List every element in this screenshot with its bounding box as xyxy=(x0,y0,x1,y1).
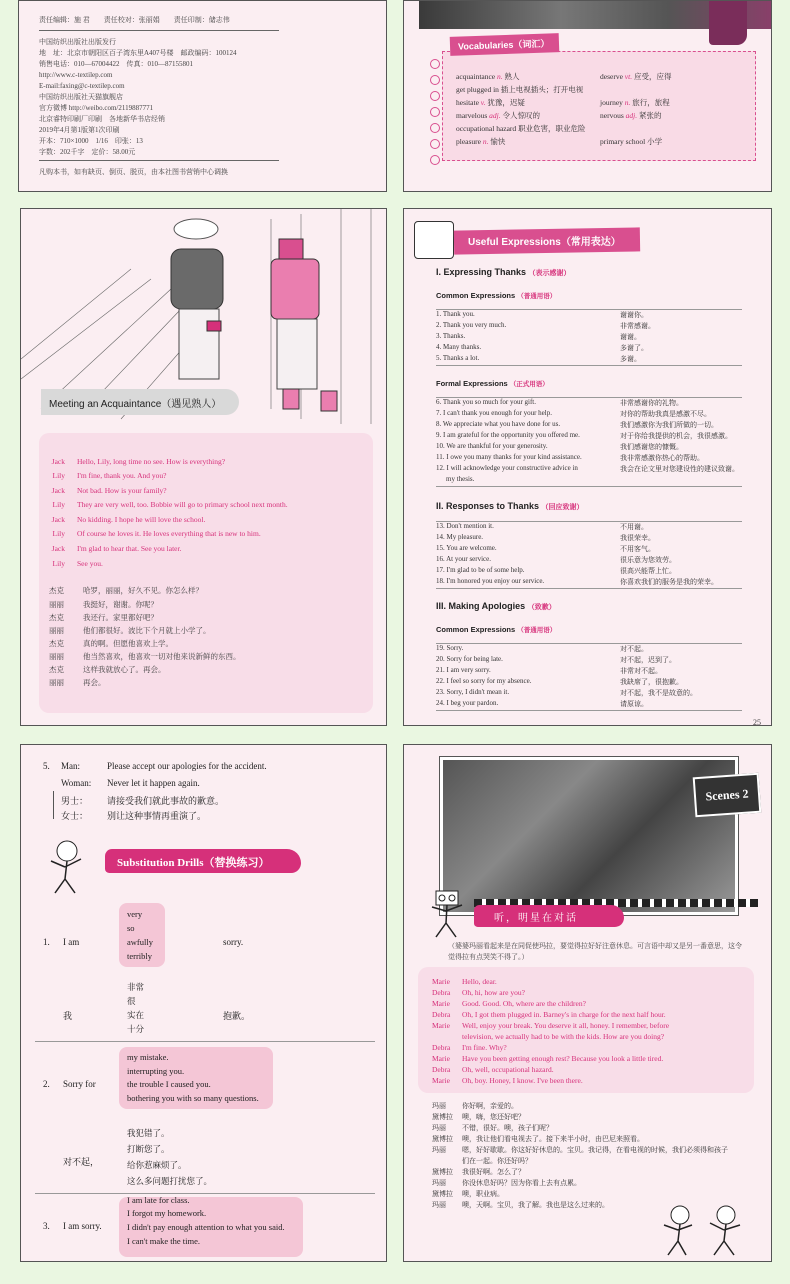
vocab-item: journey n. 旅行，旅程 xyxy=(600,98,670,107)
list-item: 15. You are welcome. 不用客气。 xyxy=(436,544,655,553)
useful-expressions-page xyxy=(403,208,772,726)
drill-option: 非常 xyxy=(127,982,145,992)
drill-option: the trouble I caused you. xyxy=(127,1079,211,1089)
drill-lead: 对不起， xyxy=(63,1157,100,1167)
boombox-cartoon-icon xyxy=(422,887,474,941)
website: http://www.c-textilep.com xyxy=(39,71,113,79)
list-item: 9. I am grateful for the opportunity you offered me. 对于你给我提供的机会，我很感激。 xyxy=(436,431,732,440)
vocab-item: acquaintance n. 熟人 xyxy=(456,72,520,81)
dialogue-text: 请接受我们就此事故的歉意。 xyxy=(107,796,225,806)
drill-lead: I am sorry. xyxy=(63,1221,102,1231)
spiral-ring-icon xyxy=(430,91,440,101)
printer: 北京睿特印刷厂印刷 各地新华书店经销 xyxy=(39,115,165,123)
scene-intro: （婆婆玛丽看起来是在同促使玛拉，要觉得拉好好注意休息。可言语中却又是另一番意思，这令觉得拉有点哭笑不得了。） xyxy=(448,942,742,961)
list-item: 1. Thank you. 谢谢你。 xyxy=(436,310,648,319)
list-item: 23. Sorry, I didn't mean it. 对不起，我不是故意的。 xyxy=(436,688,697,697)
notice: 凡购本书，如有缺页、倒页、脱页，由本社图书营销中心调换 xyxy=(39,168,228,176)
phone: 销售电话：010—67004422 传真：010—87155801 xyxy=(39,60,193,68)
dialogue-text: Never let it happen again. xyxy=(107,778,200,788)
publisher: 中国纺织出版社出版发行 xyxy=(39,38,116,46)
list-item: 18. I'm honored you enjoy our service. 你喜欢我们的服务是我的荣幸。 xyxy=(436,577,718,586)
words-price: 字数：202千字 定价：58.00元 xyxy=(39,148,136,156)
branch: 中国纺织出版社天猫旗舰店 xyxy=(39,93,123,101)
cartoon-head-icon xyxy=(414,221,454,259)
list-item: 4. Many thanks. 多谢了。 xyxy=(436,343,648,352)
vocab-item: nervous adj. 紧张的 xyxy=(600,111,662,120)
colophon-page xyxy=(18,0,387,192)
listen-title: 听，明星在对话 xyxy=(494,913,578,924)
item-number: 1. xyxy=(43,937,50,947)
list-item: 11. I owe you many thanks for your kind assistance. 我非常感激你热心的帮助。 xyxy=(436,453,704,462)
drill-option: awfully xyxy=(127,937,153,947)
list-item: 5. Thanks a lot. 多谢。 xyxy=(436,354,641,363)
email: E-mail:faxing@c-textilep.com xyxy=(39,82,125,90)
vocab-item: pleasure n. 愉快 xyxy=(456,137,506,146)
vocabulary-page xyxy=(403,0,772,192)
expression-list xyxy=(436,521,742,589)
speaker-label: Woman: xyxy=(61,778,92,788)
drill-option: interrupting you. xyxy=(127,1066,185,1076)
subsection-heading: Common Expressions （普通用语） xyxy=(436,291,557,300)
list-item: 19. Sorry. 对不起。 xyxy=(436,644,648,653)
drill-option: very xyxy=(127,909,143,919)
vocab-item: hesitate v. 犹豫，迟疑 xyxy=(456,98,525,107)
subsection-heading: Common Expressions （普通用语） xyxy=(436,625,557,634)
drill-lead: I am xyxy=(63,937,80,947)
drills-title: Substitution Drills（替换练习） xyxy=(117,857,270,869)
drill-option: bothering you with so many questions. xyxy=(127,1093,259,1103)
spiral-ring-icon xyxy=(430,107,440,117)
item-number: 3. xyxy=(43,1221,50,1231)
drill-option: 打断您了。 xyxy=(127,1144,170,1154)
list-item: 7. I can't thank you enough for your help. 对你的帮助我真是感激不尽。 xyxy=(436,409,711,418)
cartoon-figures-icon xyxy=(654,1203,754,1259)
list-item: 21. I am very sorry. 非常对不起。 xyxy=(436,666,662,675)
vocab-item: primary school 小学 xyxy=(600,137,663,146)
list-item: 3. Thanks. 谢谢。 xyxy=(436,332,641,341)
drill-lead: Sorry for xyxy=(63,1079,96,1089)
drill-option: I can't make the time. xyxy=(127,1236,201,1246)
boot-illustration xyxy=(709,1,747,45)
divider xyxy=(39,160,279,161)
list-item: 16. At your service. 很乐意为您效劳。 xyxy=(436,555,676,564)
list-item: 10. We are thankful for your generosity. 我们感谢您的慷慨。 xyxy=(436,442,683,451)
list-item: 13. Don't mention it. 不用谢。 xyxy=(436,522,648,531)
divider xyxy=(53,791,54,819)
edition: 2019年4月第1版第1次印刷 xyxy=(39,126,120,134)
scene1-page: Meeting an Acquaintance（遇见熟人） Jack Hello, Lily, long time no see. How is everything? Lily I'm fine, thank you. And you? Jack Not bad. How is your family? Lily They are very well, too. Bobbie will go to primary school next month. Jack No kidding. I hope he will love the school. Lily Of course he loves it. He loves everything that is new to him. Jack I'm glad to hear that. See you later. Lily See you. 杰克 哈罗，丽丽，好久不见。你怎么样？ 丽丽 我挺好，谢谢。你呢？ 杰克 我还行。家里都好吧？ 丽丽 他们都很好。波比下个月就上小学了。 杰克 真的啊。但愿他喜欢上学。 丽丽 他当然喜欢，他喜欢一切对他来说新鲜的东西。 杰克 这样我就放心了。再会。 丽丽 再会。 xyxy=(20,208,387,726)
spiral-ring-icon xyxy=(430,155,440,165)
vocab-item: get plugged in 插上电视插头；打开电视 xyxy=(456,85,584,94)
list-item: 2. Thank you very much. 非常感谢。 xyxy=(436,321,655,330)
drill-option: I am late for class. xyxy=(127,1195,190,1205)
drill-option: 我犯错了。 xyxy=(127,1128,170,1138)
list-item: 6. Thank you so much for your gift. 非常感谢你的礼物。 xyxy=(436,398,683,407)
spiral-ring-icon xyxy=(430,139,440,149)
drills-page xyxy=(20,744,387,1262)
list-item: 14. My pleasure. 我很荣幸。 xyxy=(436,533,655,542)
page-number: 25 xyxy=(753,718,761,726)
drill-option: I forgot my homework. xyxy=(127,1208,207,1218)
list-item: 20. Sorry for being late. 对不起，迟到了。 xyxy=(436,655,676,664)
item-number: 2. xyxy=(43,1079,50,1089)
drill-option: 很 xyxy=(127,996,136,1006)
subsection-heading: Formal Expressions （正式用语） xyxy=(436,379,549,388)
speaker-label: 男士： xyxy=(61,796,89,806)
drill-option: 十分 xyxy=(127,1024,145,1034)
spiral-ring-icon xyxy=(430,59,440,69)
list-item: 22. I feel so sorry for my absence. 我缺席了，很抱歉。 xyxy=(436,677,683,686)
drill-tail: 抱歉。 xyxy=(223,1011,251,1021)
drill-option: 给你惹麻烦了。 xyxy=(127,1160,187,1170)
dialogue-text: Please accept our apologies for the accident. xyxy=(107,761,267,771)
drill-lead: 我 xyxy=(63,1011,73,1021)
section-heading: I. Expressing Thanks （表示感谢） xyxy=(436,267,571,277)
list-item: 8. We appreciate what you have done for us. 我们感激你为我们所做的一切。 xyxy=(436,420,718,429)
list-item: 17. I'm glad to be of some help. 很高兴能帮上忙。 xyxy=(436,566,676,575)
format: 开本：710×1000 1/16 印张：13 xyxy=(39,137,143,145)
vocab-item: deserve vt. 应受，应得 xyxy=(600,72,672,81)
drill-tail: sorry. xyxy=(223,937,244,947)
divider xyxy=(39,30,279,31)
vocab-item: occupational hazard 职业危害，职业危险 xyxy=(456,124,586,133)
divider xyxy=(35,1193,375,1194)
speaker-label: 女士： xyxy=(61,811,89,821)
list-item: 24. I beg your pardon. 请原谅。 xyxy=(436,699,648,708)
spiral-ring-icon xyxy=(430,123,440,133)
drill-option: terribly xyxy=(127,951,153,961)
running-cartoon-icon xyxy=(39,837,97,897)
expression-list xyxy=(436,397,742,487)
vocab-title: Vocabularies（词汇） xyxy=(450,33,560,56)
drill-option: 实在 xyxy=(127,1010,145,1020)
scene2-page: Scenes 2 听，明星在对话 （婆婆玛丽看起来是在同促使玛拉，要觉得拉好好注意休息。可言语中却又是另一番意思，这令觉得拉有点哭笑不得了。） Marie Hello, dear. Debra Oh, hi, how are you? Marie Good. Good. Oh, where are the children? Debra Oh, I got them plugged in. Barney's in charge for the next half hour. Marie Well, enjoy your break. You deserve it all, honey. I remember, before television, we actually had to be with the kids. How are you doing? Debra I'm fine. Why? Marie Have you been getting enough rest? Because you look a little tired. Debra Oh, well, occupational hazard. Marie Oh, boy. Honey, I know. I've been there. 玛丽 你好啊，亲爱的。 黛博拉 噢，嗨，您还好吧？ 玛丽 不错，很好。噢，孩子们呢？ 黛博拉 噢，我让他们看电视去了。接下来半小时，由巴尼来照看。 玛丽 嗯，好好歇歇。你这好好休息的。宝贝。我记得，在看电视的时候，我们必须得和孩子 们在一起。你还好吗？ 黛博拉 我很好啊。怎么了？ 玛丽 你没休息好吗？因为你看上去有点累。 黛博拉 噢，职业病。 玛丽 噢，天啊。宝贝，我了解。我也是这么过来的。 xyxy=(403,744,772,1262)
drill-option: I didn't pay enough attention to what you said. xyxy=(127,1222,285,1232)
section-heading: II. Responses to Thanks （回应致谢） xyxy=(436,501,584,511)
section-title: Useful Expressions（常用表达） xyxy=(468,237,621,248)
scenes-badge: Scenes 2 xyxy=(693,773,762,818)
scene-caption: Meeting an Acquaintance（遇见熟人） xyxy=(49,399,222,410)
drill-option: my mistake. xyxy=(127,1052,169,1062)
list-item: my thesis. xyxy=(446,475,475,483)
item-number: 5. xyxy=(43,761,50,771)
expression-list xyxy=(436,309,742,366)
weibo: 官方微博 http://weibo.com/2119887771 xyxy=(39,104,154,112)
expression-list xyxy=(436,643,742,711)
speaker-label: Man: xyxy=(61,761,80,771)
spiral-ring-icon xyxy=(430,75,440,85)
drill-option: 这么多问题打扰您了。 xyxy=(127,1176,213,1186)
address: 地 址：北京市朝阳区百子湾东里A407号楼 邮政编码：100124 xyxy=(39,49,237,57)
vocab-item: marvelous adj. 令人惊叹的 xyxy=(456,111,540,120)
divider xyxy=(35,1041,375,1042)
drill-option: so xyxy=(127,923,135,933)
staff-line: 责任编辑：施 君 责任校对：张丽娟 责任印制：储志伟 xyxy=(39,16,230,24)
list-item: 12. I will acknowledge your constructive advice in 我会在论文里对您建设性的建议致谢。 xyxy=(436,464,739,473)
dialogue-text: 别让这种事情再重演了。 xyxy=(107,811,207,821)
section-heading: III. Making Apologies （致歉） xyxy=(436,601,556,611)
